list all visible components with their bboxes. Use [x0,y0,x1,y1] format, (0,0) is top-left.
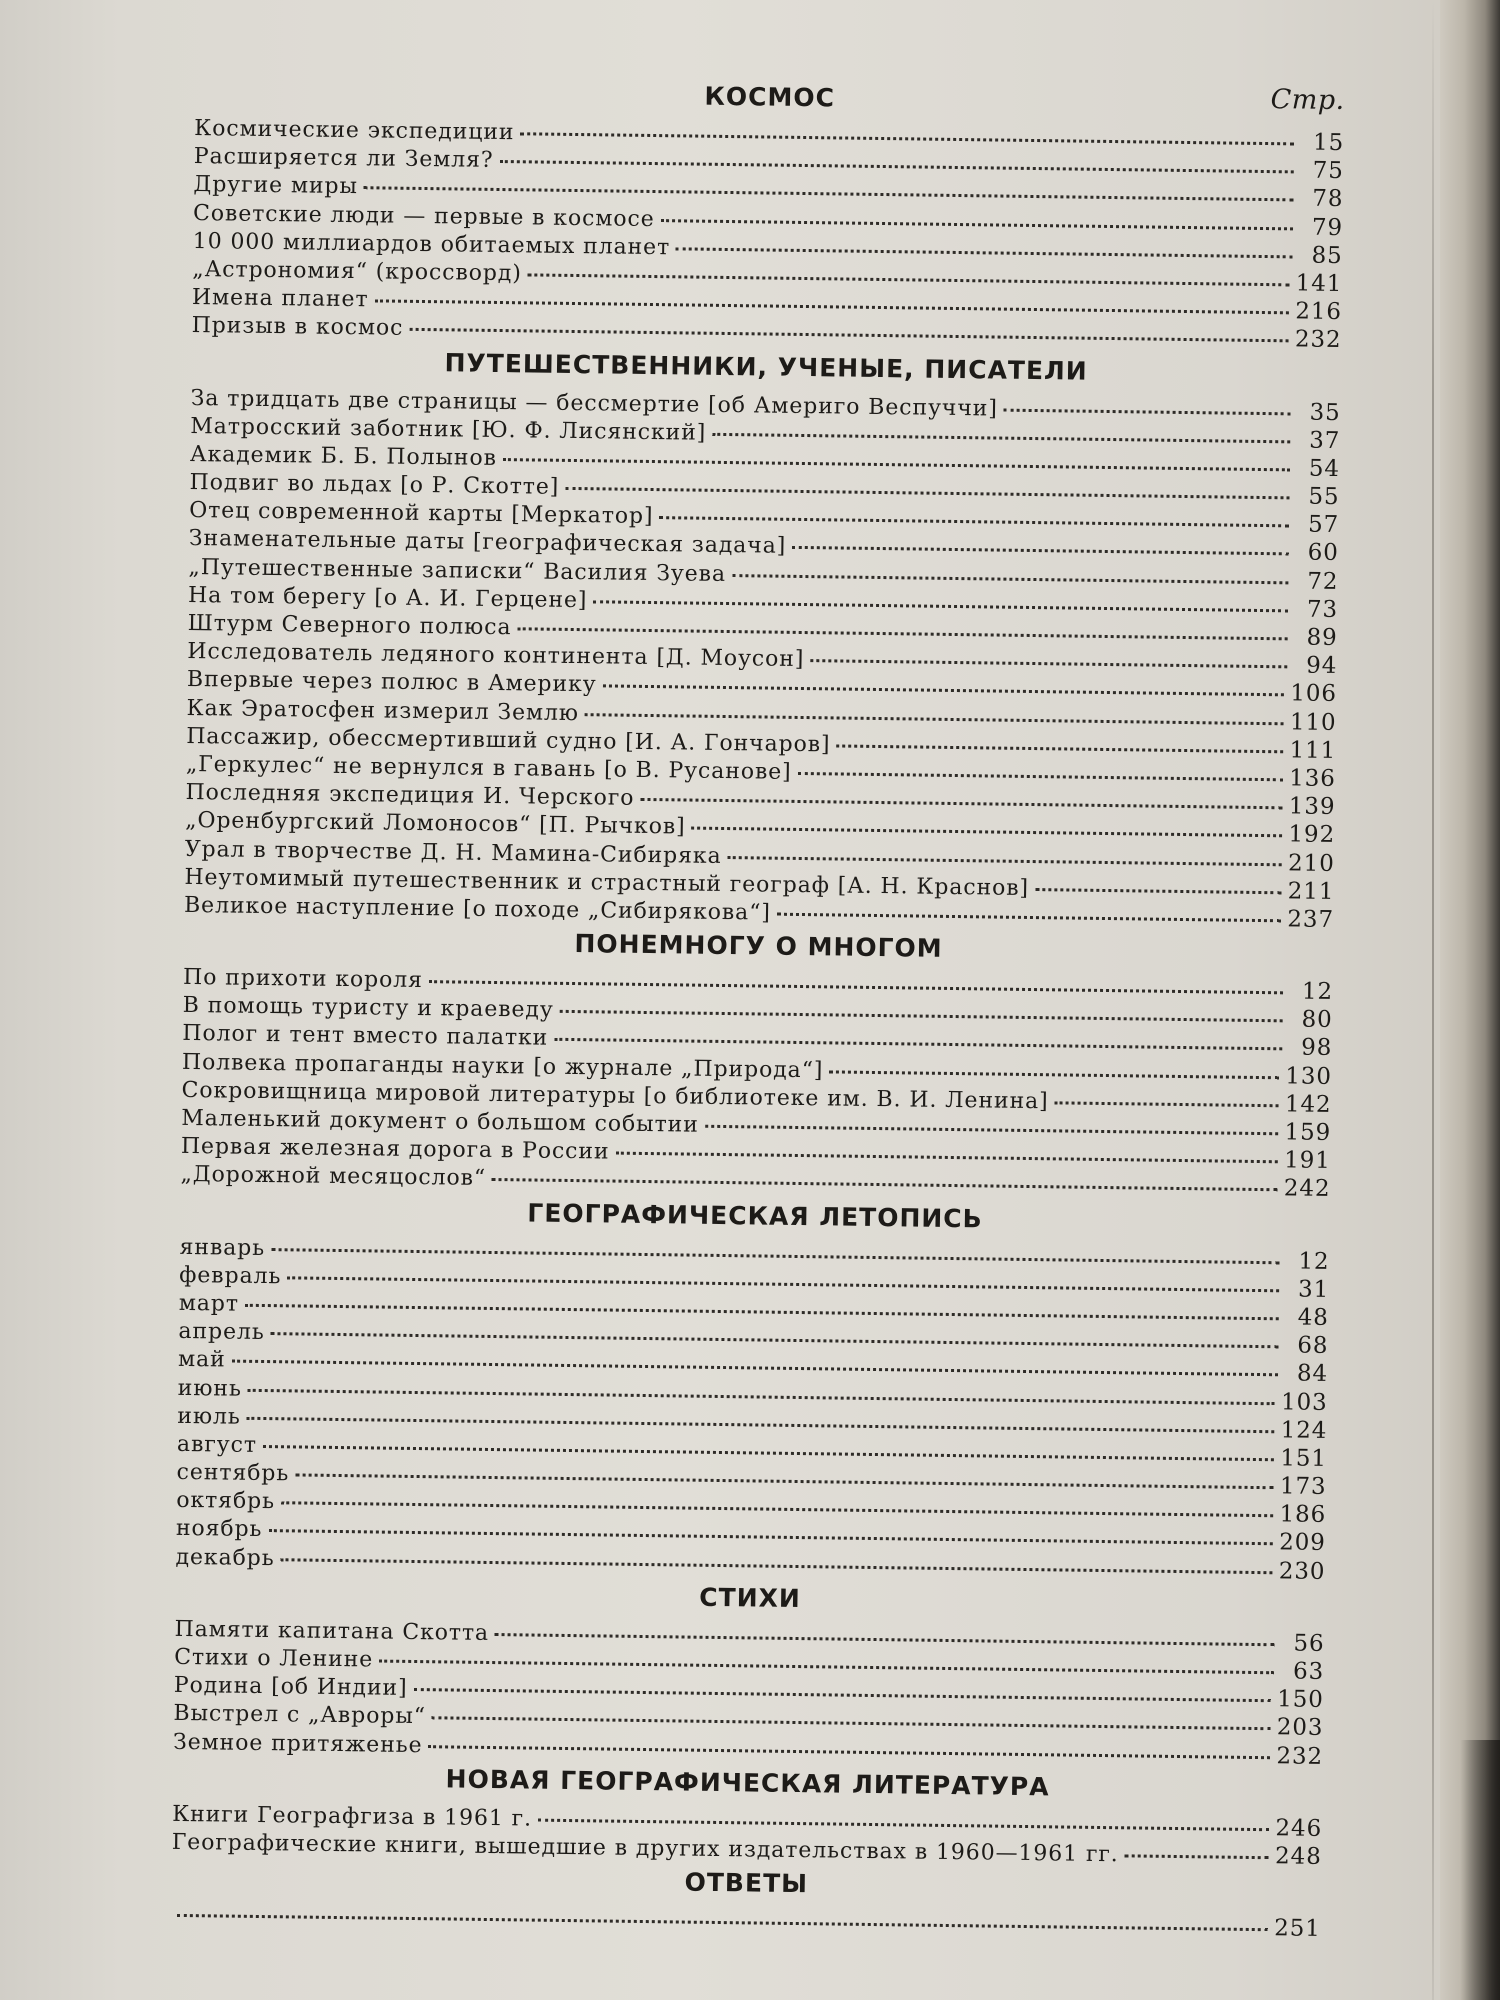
dot-leader [810,637,1287,668]
section-heading: ГЕОГРАФИЧЕСКАЯ ЛЕТОПИСЬ [527,1198,983,1233]
section-heading: КОСМОС [704,81,836,113]
entry-page-number: 173 [1279,1473,1327,1500]
dot-leader [1125,1832,1270,1859]
table-of-contents [171,70,1345,1943]
entry-page-number: 35 [1309,399,1341,426]
entry-title: Пассажир, обессмертивший судно [И. А. Гончаров] [186,723,831,758]
entry-title: Неутомимый путешественник и страстный географ [А. Н. Краснов] [184,864,1030,901]
entry-title: 10 000 миллиардов обитаемых планет [192,228,671,260]
toc-section [171,1756,1323,1870]
entry-page-number: 230 [1278,1557,1326,1585]
entry-title: Отец современной карты [Меркатор] [189,498,654,530]
entry-title: Советские люди — первые в космосе [192,200,655,232]
entry-page-number: 136 [1289,765,1336,792]
entry-title: Стихи о Ленине [174,1644,374,1673]
entry-title: „Оренбургский Ломоносов“ [П. Рычков] [185,808,686,840]
entry-page-number: 63 [1292,1658,1325,1685]
toc-section [172,1571,1325,1770]
entry-page-number: 191 [1284,1147,1331,1175]
entry-title: Маленький документ о большом событии [181,1105,699,1138]
section-heading: НОВАЯ ГЕОГРАФИЧЕСКАЯ ЛИТЕРАТУРА [445,1764,1050,1802]
entry-title: Географические книги, вышедшие в других издательствах в 1960—1961 гг. [171,1829,1119,1868]
entry-title: Урал в творчестве Д. Н. Мамина-Сибиряка [184,836,722,869]
entry-page-number: 237 [1287,906,1335,933]
section-heading: ПОНЕМНОГУ О МНОГОМ [574,929,943,963]
entry-title: Как Эратосфен измерил Землю [186,695,580,726]
entry-title: По прихоти короля [182,964,424,994]
entry-title: Полог и тент вместо палатки [182,1021,549,1052]
entry-page-number: 110 [1289,708,1337,736]
entry-title: июль [177,1403,241,1430]
dot-leader [1055,1079,1280,1107]
entry-page-number: 68 [1297,1332,1329,1360]
entry-title: Полвека пропаганды науки [о журнале „Природа“] [181,1049,824,1083]
entry-page-number: 186 [1279,1501,1327,1529]
section-heading: СТИХИ [699,1582,802,1613]
entry-title: „Астрономия“ (кроссворд) [192,256,522,287]
entry-title: Знаменательные даты [географическая задача] [188,526,787,560]
entry-page-number: 111 [1289,737,1337,764]
entry-title: Родина [об Индии] [173,1673,408,1702]
page-fold-line [1432,0,1434,2000]
page-edge-shadow [1440,0,1500,2000]
entry-page-number: 94 [1306,652,1338,680]
page-column-label: Стр. [1270,84,1345,117]
entry-title: август [176,1431,258,1458]
entry-page-number: 98 [1301,1035,1333,1062]
dot-leader [829,1048,1279,1079]
entry-title: июнь [177,1375,242,1402]
entry-page-number: 232 [1294,326,1342,354]
entry-page-number: 159 [1284,1119,1332,1146]
entry-title: январь [179,1234,266,1261]
dot-leader [1004,386,1291,415]
entry-page-number: 60 [1307,540,1339,567]
entry-title: Космические экспедиции [194,115,515,146]
toc-section [191,70,1345,354]
entry-page-number: 209 [1279,1529,1326,1557]
entry-title: апрель [178,1319,265,1346]
entry-page-number: 211 [1287,878,1335,905]
entry-page-number: 89 [1306,624,1338,652]
entry-page-number: 106 [1290,680,1338,708]
entry-page-number: 139 [1288,793,1336,821]
entry-title: Академик Б. Б. Полынов [189,441,498,471]
entry-page-number: 150 [1276,1686,1324,1714]
entry-title: Исследователь ледяного континента [Д. Моусон] [187,639,805,673]
entry-page-number: 85 [1311,242,1343,269]
entry-page-number: 78 [1312,186,1344,213]
section-heading: ОТВЕТЫ [684,1867,809,1899]
entry-title: Матросский заботник [Ю. Ф. Лисянский] [190,413,707,446]
entry-page-number: 80 [1301,1006,1333,1034]
section-heading: ПУТЕШЕСТВЕННИКИ, УЧЕНЫЕ, ПИСАТЕЛИ [444,347,1088,386]
entry-title: „Дорожной месяцослов“ [180,1162,487,1192]
entry-page-number: 103 [1280,1388,1328,1416]
entry-title: За тридцать две страницы — бессмертие [об Америго Веспуччи] [190,385,998,422]
dot-leader [836,722,1283,753]
entry-title: Великое наступление [о походе „Сибирякова“] [183,892,771,926]
entry-title: февраль [179,1262,282,1289]
entry-page-number: 192 [1288,821,1336,849]
entry-title: Имена планет [191,285,369,313]
entry-page-number: 73 [1306,596,1339,623]
entry-page-number: 79 [1311,214,1344,241]
entry-page-number: 232 [1276,1742,1324,1770]
dot-leader [777,891,1282,923]
entry-page-number: 15 [1312,129,1345,157]
entry-title: Земное притяженье [172,1729,423,1758]
entry-title: октябрь [176,1488,276,1515]
entry-page-number: 56 [1293,1630,1325,1657]
entry-page-number: 251 [1273,1915,1321,1943]
entry-title: Другие миры [193,172,359,200]
entry-title: Выстрел с „Авроры“ [173,1701,426,1730]
entry-page-number: 210 [1287,849,1335,877]
entry-page-number: 72 [1307,568,1339,595]
entry-page-number: 48 [1297,1304,1329,1331]
entry-title: март [178,1290,240,1317]
entry-title: Штурм Северного полюса [187,610,512,641]
entry-title: Призыв в космос [191,313,404,342]
entry-page-number: 203 [1276,1714,1324,1742]
entry-page-number: 31 [1297,1276,1330,1303]
entry-page-number: 142 [1284,1091,1332,1118]
entry-title: май [177,1347,226,1373]
entry-page-number: 242 [1283,1175,1331,1203]
corner-shadow [1460,1740,1500,2000]
entry-title: Последняя экспедиция И. Черского [185,780,635,811]
entry-page-number: 84 [1296,1360,1329,1388]
entry-title: Книги Географгиза в 1961 г. [172,1801,533,1832]
entry-page-number: 124 [1280,1417,1328,1444]
entry-title: На том берегу [о А. И. Герцене] [187,582,588,613]
entry-page-number: 141 [1295,270,1343,297]
entry-page-number: 151 [1280,1445,1328,1472]
entry-title: Памяти капитана Скотта [174,1616,490,1646]
toc-section [183,339,1341,933]
entry-title: Сокровищница мировой литературы [о библиотеке им. В. И. Ленина] [181,1077,1049,1115]
entry-title: „Путешественные записки“ Василия Зуева [188,554,727,587]
dot-leader [792,524,1289,555]
entry-title: „Геркулес“ не вернулся в гавань [о В. Русанове] [185,751,792,785]
entry-page-number: 57 [1307,511,1340,539]
entry-page-number: 12 [1298,1248,1330,1275]
entry-title: Первая железная дорога в России [180,1134,610,1165]
entry-title: Расширяется ли Земля? [193,144,494,174]
entry-page-number: 37 [1309,427,1341,454]
entry-title: декабрь [175,1544,275,1571]
entry-page-number: 12 [1301,978,1334,1006]
entry-title: В помощь туристу и краеведу [182,993,554,1024]
entry-title: Впервые через полюс в Америку [186,667,597,698]
dot-leader [1035,866,1282,894]
dot-leader [798,750,1284,781]
toc-section [171,1856,1322,1943]
entry-page-number: 246 [1275,1815,1323,1842]
entry-page-number: 75 [1312,157,1344,185]
entry-title: сентябрь [176,1459,290,1487]
entry-title: Подвиг во льдах [о Р. Скотте] [189,470,560,500]
entry-page-number: 55 [1308,483,1340,511]
entry-title: ноябрь [175,1516,263,1543]
entry-page-number: 130 [1285,1062,1333,1090]
entry-page-number: 54 [1308,455,1341,482]
entry-page-number: 216 [1295,298,1343,326]
entry-page-number: 248 [1274,1843,1322,1870]
toc-section [175,1188,1330,1585]
